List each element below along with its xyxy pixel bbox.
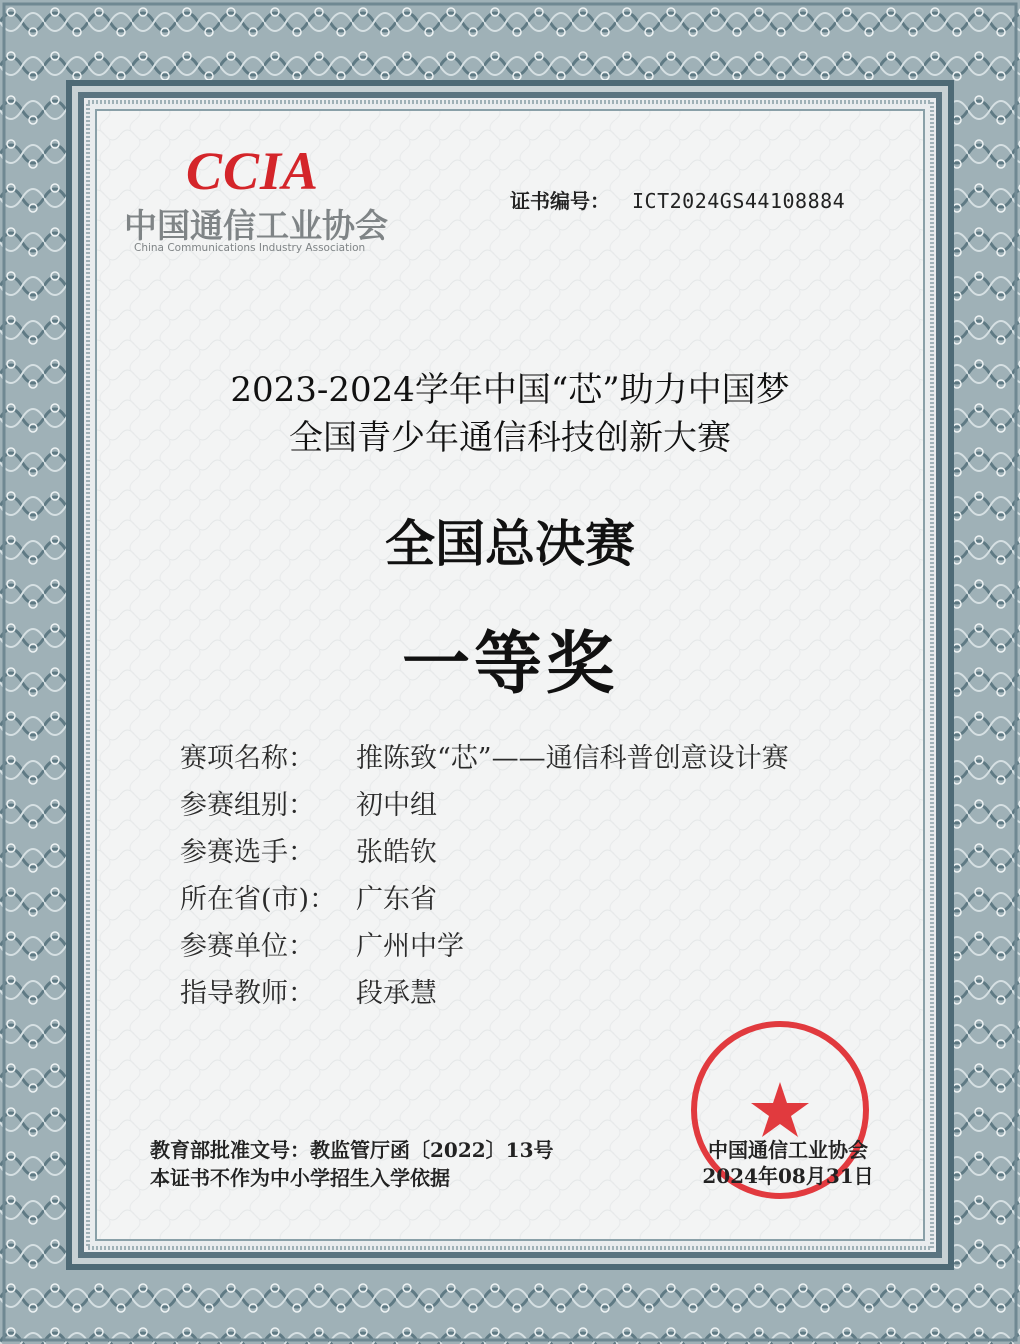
field-value: 广东省 xyxy=(356,884,437,915)
association-name-cn: 中国通信工业协会 xyxy=(124,206,388,245)
field-label: 指导教师： xyxy=(180,978,315,1009)
field-value: 推陈致“芯”——通信科普创意设计赛 xyxy=(356,743,789,774)
field-instructor xyxy=(180,971,437,1010)
field-value: 张皓钦 xyxy=(356,837,437,868)
field-value: 初中组 xyxy=(356,790,437,821)
award-title: 一等奖 xyxy=(401,624,618,704)
field-label: 参赛组别： xyxy=(180,790,315,821)
field-label: 赛项名称： xyxy=(180,743,315,774)
association-name-en: China Communications Industry Association xyxy=(134,242,366,254)
field-label: 参赛选手： xyxy=(180,837,315,868)
field-label: 参赛单位： xyxy=(180,931,315,962)
approval-number: 教育部批准文号：教监管厅函〔2022〕13号 xyxy=(150,1138,554,1162)
field-event-name xyxy=(180,736,789,775)
issue-date: 2024年08月31日 xyxy=(702,1164,874,1188)
disclaimer: 本证书不作为中小学招生入学依据 xyxy=(150,1166,450,1190)
field-label: 所在省(市)： xyxy=(180,884,337,915)
certificate-number-label: 证书编号： xyxy=(510,189,610,213)
competition-title-line2: 全国青少年通信科技创新大赛 xyxy=(289,418,731,458)
field-value: 广州中学 xyxy=(356,931,464,962)
field-group xyxy=(180,783,437,822)
stage-title: 全国总决赛 xyxy=(385,514,635,573)
field-contestant xyxy=(180,830,437,869)
field-province xyxy=(180,877,437,916)
certificate-number xyxy=(510,185,845,214)
field-unit xyxy=(180,924,464,963)
ccia-logo: CCIA xyxy=(186,141,320,201)
certificate-number-value: ICT2024GS44108884 xyxy=(632,189,846,213)
field-value: 段承慧 xyxy=(356,978,437,1009)
issuer-name: 中国通信工业协会 xyxy=(708,1138,868,1162)
competition-title-line1: 2023-2024学年中国“芯”助力中国梦 xyxy=(230,370,790,410)
